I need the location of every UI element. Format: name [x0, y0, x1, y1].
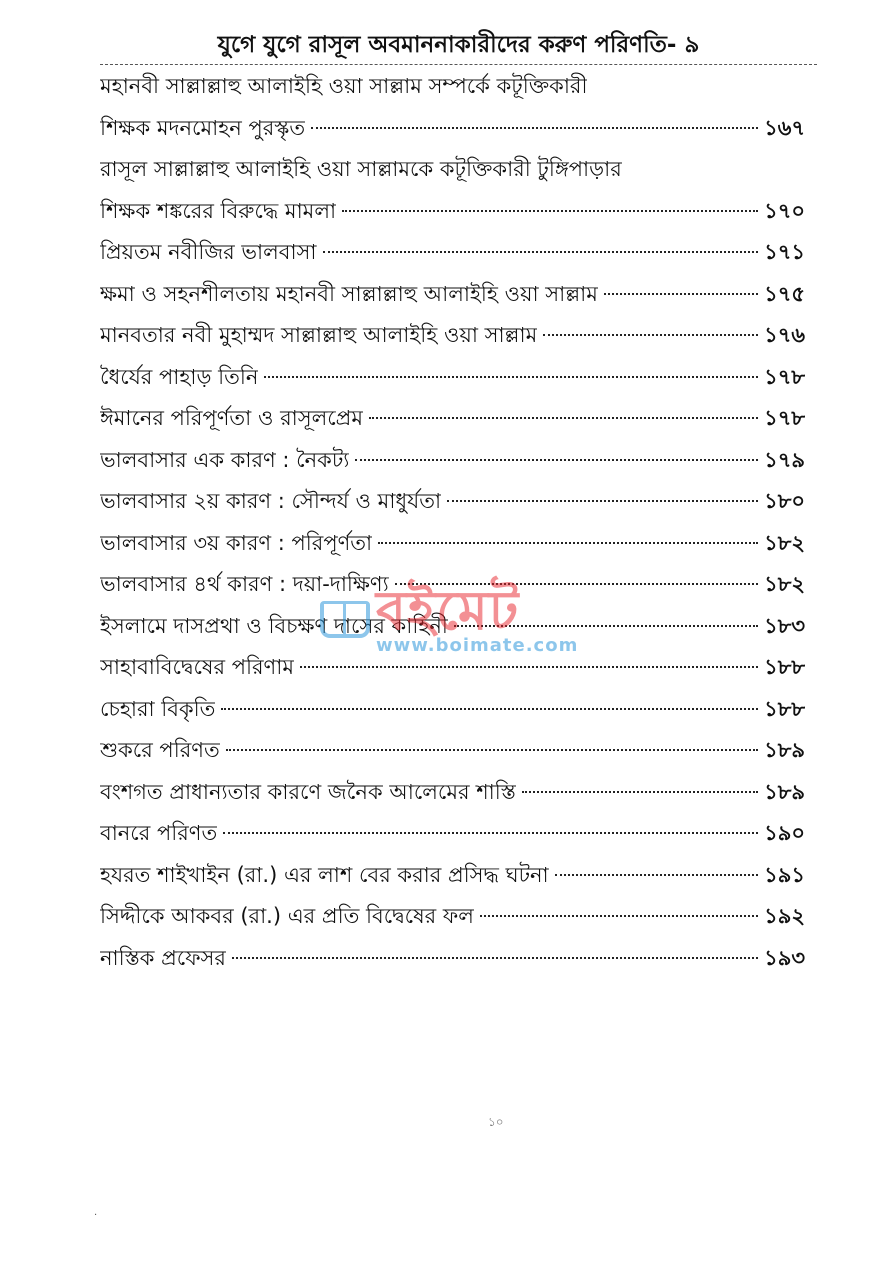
- toc-entry: [100, 689, 805, 731]
- toc-entry-page: ১৮৩: [764, 613, 805, 638]
- toc-entry-page: ১৮৮: [764, 696, 805, 721]
- toc-entry: [100, 481, 805, 523]
- dot-leader: [447, 500, 758, 502]
- toc-entry: [100, 66, 805, 108]
- toc-entry-page: ১৭১: [764, 240, 805, 264]
- header-rule: [100, 64, 817, 65]
- dot-leader: [232, 957, 758, 959]
- page-header-title: যুগে যুগে রাসূল অবমাননাকারীদের করুণ পরিণতি- ৯: [217, 32, 700, 58]
- dot-leader: [604, 293, 758, 295]
- toc-entry-page: ১৭৯: [764, 447, 805, 472]
- dot-leader: [480, 915, 758, 917]
- dot-leader: [395, 583, 758, 585]
- page-folio: ১০: [488, 1115, 504, 1129]
- toc-entry-page: ১৮২: [764, 572, 805, 596]
- watermark-brand: বইমেট: [376, 579, 520, 642]
- toc-entry-title: ইসলামে দাসপ্রথা ও বিচক্ষণ দাসের কাহিনী: [100, 613, 448, 638]
- toc-entry-title: সাহাবাবিদ্বেষের পরিণাম: [100, 655, 294, 679]
- toc-entry-page: ১৯১: [764, 862, 805, 887]
- toc-entry: [100, 398, 805, 440]
- toc-entry-page: ১৭৬: [764, 323, 805, 347]
- toc-entry-title: ক্ষমা ও সহনশীলতায় মহানবী সাল্লাল্লাহু আলাইহি ওয়া সাল্লাম: [100, 281, 598, 306]
- toc-entry-page: ১৯০: [764, 821, 805, 845]
- dot-leader: [543, 334, 758, 336]
- dot-leader: [223, 832, 758, 834]
- toc-entry-title: ধৈর্যের পাহাড় তিনি: [100, 364, 259, 389]
- dot-leader: [355, 459, 758, 461]
- toc-entry-page: ১৮৯: [764, 738, 805, 762]
- toc-entry-title: ভালবাসার ৪র্থ কারণ : দয়া-দাক্ষিণ্য: [100, 572, 389, 596]
- toc-entry-page: ১৮০: [764, 489, 805, 513]
- toc-entry: [100, 523, 805, 565]
- dot-leader: [264, 376, 758, 378]
- toc-entry-page: ১৭০: [764, 198, 805, 223]
- toc-entry: [100, 108, 805, 150]
- table-of-contents: [100, 66, 805, 979]
- toc-entry: [100, 440, 805, 482]
- dot-leader: [555, 874, 758, 876]
- dot-leader: [369, 417, 758, 419]
- dot-leader: [311, 127, 758, 129]
- dot-leader: [522, 791, 758, 793]
- toc-entry-title: বংশগত প্রাধান্যতার কারণে জনৈক আলেমের শাস্তি: [100, 779, 516, 804]
- toc-entry: [100, 315, 805, 357]
- toc-entry-title: মহানবী সাল্লাল্লাহু আলাইহি ওয়া সাল্লাম সম্পর্কে কটূক্তিকারী: [100, 74, 588, 98]
- toc-entry-page: ১৭৮: [764, 364, 805, 389]
- toc-entry: [100, 357, 805, 399]
- toc-entry: [100, 191, 805, 233]
- toc-entry-title: মানবতার নবী মুহাম্মদ সাল্লাল্লাহু আলাইহি ওয়া সাল্লাম: [100, 323, 538, 347]
- toc-entry: [100, 896, 805, 938]
- watermark-url: www.boimate.com: [376, 635, 579, 656]
- toc-entry: [100, 564, 805, 606]
- toc-entry-title: চেহারা বিকৃতি: [100, 696, 216, 721]
- toc-entry-page: ১৬৭: [764, 115, 805, 140]
- toc-entry-page: ১৮৮: [764, 655, 805, 679]
- toc-entry-title: শিক্ষক মদনমোহন পুরস্কৃত: [100, 115, 306, 140]
- toc-entry-page: ১৯৩: [764, 945, 805, 970]
- toc-entry-title: নাস্তিক প্রফেসর: [100, 945, 226, 970]
- toc-entry-title: সিদ্দীকে আকবর (রা.) এর প্রতি বিদ্বেষের ফল: [100, 904, 474, 928]
- toc-entry-title: বানরে পরিণত: [100, 821, 218, 845]
- toc-entry-title: ভালবাসার ৩য় কারণ : পরিপূর্ণতা: [100, 530, 373, 555]
- dot-leader: [300, 666, 758, 668]
- toc-entry: [100, 855, 805, 897]
- dot-leader: [221, 708, 758, 710]
- toc-entry-title: ভালবাসার এক কারণ : নৈকট্য: [100, 447, 350, 472]
- dot-leader: [342, 210, 758, 212]
- toc-entry-page: ১৭৫: [764, 281, 805, 306]
- toc-entry-page: ১৭৮: [764, 406, 805, 430]
- toc-entry-page: ১৮৯: [764, 779, 805, 804]
- toc-entry: [100, 606, 805, 648]
- dot-leader: [323, 251, 759, 253]
- scan-speck: ·: [94, 1210, 98, 1221]
- toc-entry: [100, 813, 805, 855]
- toc-entry-title: শুকরে পরিণত: [100, 738, 220, 762]
- dot-leader: [378, 542, 758, 544]
- toc-entry-title: ঈমানের পরিপূর্ণতা ও রাসূলপ্রেম: [100, 406, 364, 430]
- toc-entry: [100, 772, 805, 814]
- toc-entry-title: হযরত শাইখাইন (রা.) এর লাশ বের করার প্রসিদ্ধ ঘটনা: [100, 862, 549, 887]
- toc-entry-title: ভালবাসার ২য় কারণ : সৌন্দর্য ও মাধুর্যতা: [100, 489, 442, 513]
- toc-entry: [100, 730, 805, 772]
- toc-entry: [100, 232, 805, 274]
- dot-leader: [226, 749, 758, 751]
- dot-leader: [454, 625, 758, 627]
- toc-entry: [100, 149, 805, 191]
- toc-entry: [100, 647, 805, 689]
- toc-entry: [100, 938, 805, 980]
- toc-entry-title: শিক্ষক শঙ্করের বিরুদ্ধে মামলা: [100, 198, 337, 223]
- toc-entry-page: ১৯২: [764, 904, 805, 928]
- toc-entry-page: ১৮২: [764, 530, 805, 555]
- toc-entry-title: রাসূল সাল্লাল্লাহু আলাইহি ওয়া সাল্লামকে কটূক্তিকারী টুঙ্গিপাড়ার: [100, 157, 622, 181]
- toc-entry-title: প্রিয়তম নবীজির ভালবাসা: [100, 240, 317, 264]
- toc-entry: [100, 274, 805, 316]
